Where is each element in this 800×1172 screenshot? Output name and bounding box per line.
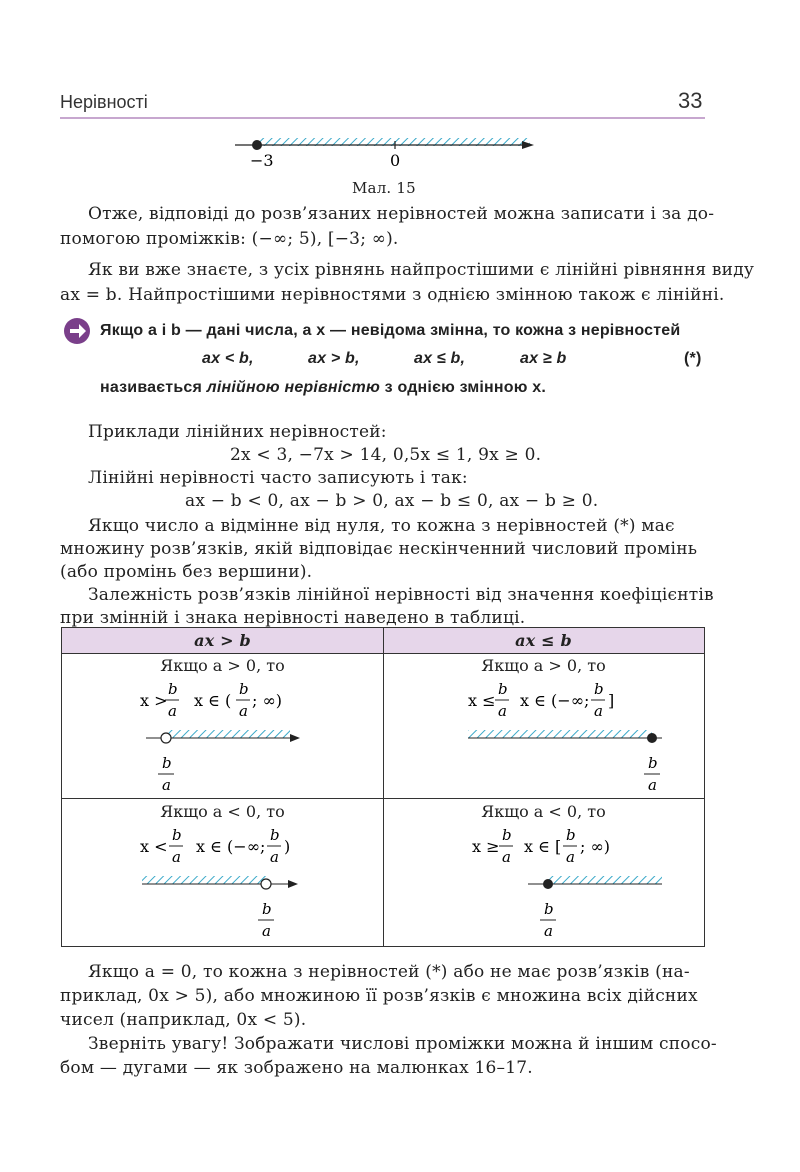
para2-line1: Як ви вже знаєте, з усіх рівнянь найпростішими є лінійні рівняння виду — [88, 260, 755, 280]
solution-hatch — [166, 730, 290, 738]
interval-left: x ∈ (−∞; — [196, 837, 266, 856]
frac-num: b — [566, 826, 576, 844]
interval-left: x ∈ (−∞; — [520, 691, 590, 710]
cell-r1c2-condition: Якщо a > 0, то — [481, 656, 606, 675]
solutions-table — [61, 627, 705, 947]
closed-point — [647, 733, 657, 743]
examples-label: Приклади лінійних нерівностей: — [88, 422, 387, 442]
frac-den: a — [270, 848, 279, 866]
figure-15-number-line — [220, 130, 550, 175]
cell-r1c2-diagram — [462, 676, 662, 796]
open-point — [261, 879, 271, 889]
frac-den: a — [502, 848, 511, 866]
frac-num: b — [544, 900, 554, 918]
frac-num: b — [270, 826, 280, 844]
frac-num: b — [168, 680, 178, 698]
cell-r1c1-condition: Якщо a > 0, то — [160, 656, 285, 675]
frac-den: a — [544, 922, 553, 940]
para1-line1: Отже, відповіді до розв’язаних нерівностей можна записати і за до- — [88, 204, 715, 224]
para6-line1: Зверніть увагу! Зображати числові проміжки можна й іншим спосо- — [88, 1034, 717, 1054]
tick-label-left: −3 — [250, 151, 274, 170]
rel-text: x < — [140, 837, 168, 856]
examples-formula1: 2x < 3, −7x > 14, 0,5x ≤ 1, 9x ≥ 0. — [230, 445, 542, 465]
frac-num: b — [498, 680, 508, 698]
arrow-right-icon — [62, 316, 92, 346]
examples-label2: Лінійні нерівності часто записують і так: — [88, 468, 468, 488]
solution-hatch — [142, 876, 266, 884]
frac-den: a — [168, 702, 177, 720]
open-point — [161, 733, 171, 743]
frac-den: a — [594, 702, 603, 720]
para5-line1: Якщо a = 0, то кожна з нерівностей (*) або не має розв’язків (на- — [88, 962, 690, 982]
frac-den: a — [648, 776, 657, 794]
definition-line1: Якщо a і b — дані числа, а x — невідома змінна, то кожна з нерівностей — [100, 322, 681, 339]
page-number: 33 — [678, 88, 703, 113]
interval-right: ; ∞) — [252, 691, 283, 710]
para2-line2: ax = b. Найпростішими нерівностями з однією змінною також є лінійні. — [60, 285, 725, 305]
tick-label-zero: 0 — [390, 151, 401, 170]
cell-r2c2-condition: Якщо a < 0, то — [481, 802, 606, 821]
axis-arrow — [288, 880, 298, 888]
frac-den: a — [172, 848, 181, 866]
axis-arrow — [290, 734, 300, 742]
rel-text: x ≥ — [472, 837, 500, 856]
frac-den: a — [239, 702, 248, 720]
frac-den: a — [262, 922, 271, 940]
para4-line2: при змінній і знака нерівності наведено в таблиці. — [60, 608, 526, 628]
cell-r2c2-diagram — [462, 822, 662, 942]
definition-star-label: (*) — [684, 350, 702, 367]
frac-den: a — [566, 848, 575, 866]
para3-line3: (або промінь без вершини). — [60, 562, 313, 582]
frac-num: b — [162, 754, 172, 772]
frac-num: b — [172, 826, 182, 844]
definition-ineq3: ax ≤ b, — [414, 350, 466, 367]
definition-ineq4: ax ≥ b — [520, 350, 567, 367]
frac-num: b — [262, 900, 272, 918]
rel-text: x > — [140, 691, 168, 710]
para4-line1: Залежність розв’язків лінійної нерівності від значення коефіцієнтів — [88, 585, 714, 605]
frac-num: b — [594, 680, 604, 698]
closed-point — [252, 140, 262, 150]
solution-hatch — [468, 730, 652, 738]
frac-num: b — [648, 754, 658, 772]
table-col-divider — [383, 628, 384, 946]
frac-num: b — [239, 680, 249, 698]
figure-caption: Мал. 15 — [352, 179, 416, 197]
header-rule — [60, 117, 705, 119]
rel-text: x ≤ — [468, 691, 496, 710]
definition-line3: називається лінійною нерівністю з однією змінною x. — [100, 379, 547, 396]
para3-line1: Якщо число a відмінне від нуля, то кожна з нерівностей (*) має — [88, 516, 675, 536]
table-row-divider — [62, 798, 704, 799]
interval-right: ; ∞) — [580, 837, 611, 856]
examples-formula2: ax − b < 0, ax − b > 0, ax − b ≤ 0, ax − b ≥ 0. — [185, 491, 599, 511]
frac-den: a — [162, 776, 171, 794]
interval-left: x ∈ [ — [524, 837, 562, 856]
interval-left: x ∈ ( — [194, 691, 232, 710]
table-header-col2: ax ≤ b — [515, 631, 572, 650]
definition-ineq1: ax < b, — [202, 350, 254, 367]
table-header-col1: ax > b — [194, 631, 251, 650]
definition-ineq2: ax > b, — [308, 350, 360, 367]
para3-line2: множину розв’язків, якій відповідає нескінченний числовий промінь — [60, 539, 698, 559]
para5-line3: чисел (наприклад, 0x < 5). — [60, 1010, 307, 1030]
definition-term: лінійною нерівністю — [206, 379, 380, 396]
cell-r1c1-diagram — [132, 676, 332, 796]
frac-num: b — [502, 826, 512, 844]
cell-r2c1-condition: Якщо a < 0, то — [160, 802, 285, 821]
para5-line2: приклад, 0x > 5), або множиною її розв’язків є множина всіх дійсних — [60, 986, 698, 1006]
cell-r2c1-diagram — [132, 822, 332, 942]
solution-hatch — [548, 876, 662, 884]
interval-right: ] — [608, 691, 615, 710]
para1-line2: помогою проміжків: (−∞; 5), [−3; ∞). — [60, 229, 399, 249]
interval-right: ) — [284, 837, 291, 856]
frac-den: a — [498, 702, 507, 720]
closed-point — [543, 879, 553, 889]
section-title: Нерівності — [60, 92, 148, 112]
para6-line2: бом — дугами — як зображено на малюнках 16–17. — [60, 1058, 533, 1078]
